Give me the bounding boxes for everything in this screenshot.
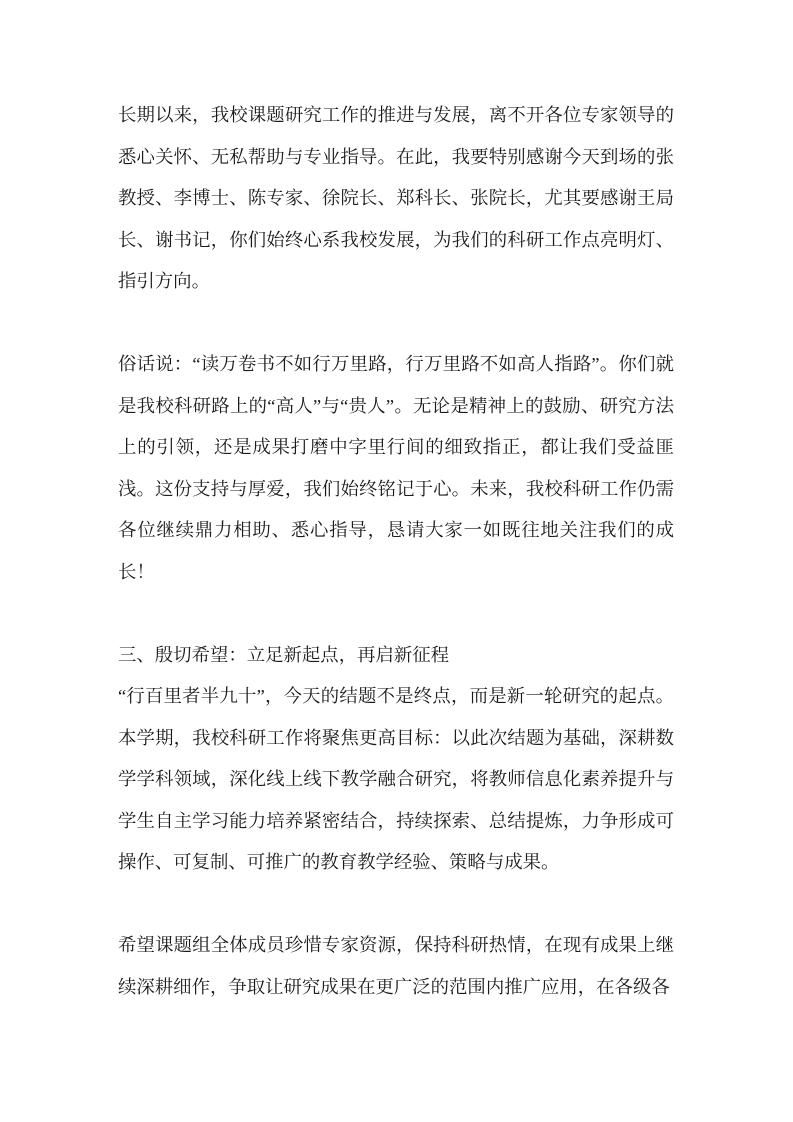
paragraph-proverb: 俗话说：“读万卷书不如行万里路，行万里路不如高人指路”。你们就是我校科研路上的“高人”与“贵人”。无论是精神上的鼓励、研究方法上的引领，还是成果打磨中字里行间的细致指正，都让我们受益匪浅。这份支持与厚爱，我们始终铭记于心。未来，我校科研工作仍需各位继续鼎力相助、悉心指导，恳请大家一如既往地关注我们的成长！ — [118, 354, 674, 582]
paragraph-goals: “行百里者半九十”，今天的结题不是终点，而是新一轮研究的起点。本学期，我校科研工作将聚焦更高目标：以此次结题为基础，深耕数学学科领域，深化线上线下教学融合研究，将教师信息化素养提升与学生自主学习能力培养紧密结合，持续探索、总结提炼，力争形成可操作、可复制、可推广的教育教学经验、策略与成果。 — [118, 686, 674, 872]
section-heading: 三、殷切希望：立足新起点，再启新征程 — [118, 644, 450, 665]
paragraph-hope: 希望课题组全体成员珍惜专家资源，保持科研热情，在现有成果上继续深耕细作，争取让研究成果在更广泛的范围内推广应用，在各级各 — [118, 935, 674, 997]
paragraph-acknowledgement: 长期以来，我校课题研究工作的推进与发展，离不开各位专家领导的悉心关怀、无私帮助与专业指导。在此，我要特别感谢今天到场的张教授、李博士、陈专家、徐院长、郑科长、张院长，尤其要感谢王局长、谢书记，你们始终心系我校发展，为我们的科研工作点亮明灯、指引方向。 — [118, 105, 674, 291]
